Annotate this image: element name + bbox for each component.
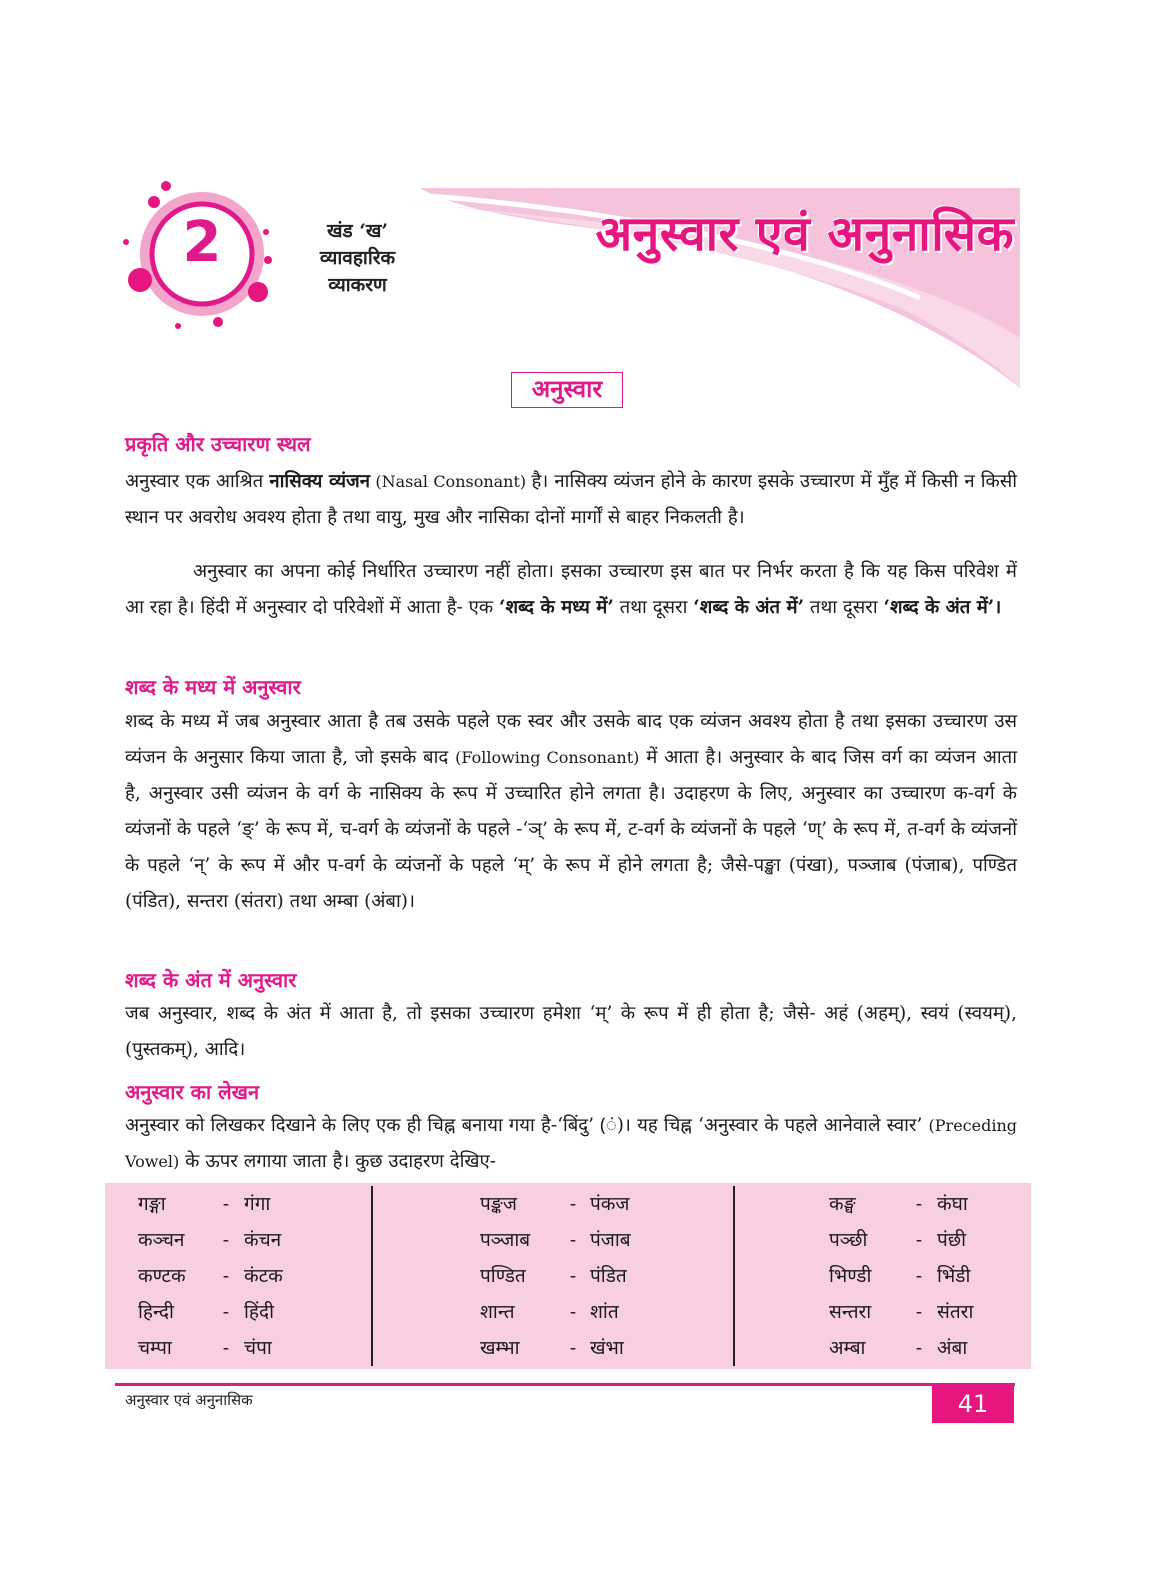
example-original: चम्पा <box>138 1337 172 1359</box>
example-dash: - <box>222 1301 230 1323</box>
text-run: शब्द के मध्य में जब अनुस्वार आता है तब उसके पहले एक स्वर और उसके बाद एक व्यंजन अवश्य होता है तथा इसका उच्चारण उस व्यंजन के अनुसार किया जाता है, जो इसके बाद <box>125 711 1017 768</box>
example-dash: - <box>915 1337 923 1359</box>
example-row <box>829 1258 970 1294</box>
example-original: सन्तरा <box>829 1301 872 1323</box>
example-dash: - <box>569 1265 577 1287</box>
example-dash: - <box>222 1193 230 1215</box>
text-run: है। नासिक्य व्यंजन होने के कारण इसके उच्चारण में मुँह में किसी न किसी स्थान पर अवरोध अवश्य होता है तथा वायु, मुख और नासिका दोनों मार्गों से बाहर निकलती है। <box>125 471 1017 528</box>
example-anusvara-form: पंकज <box>590 1193 630 1215</box>
example-original: हिन्दी <box>138 1301 174 1323</box>
text-run: अनुस्वार एक आश्रित <box>125 471 270 492</box>
example-anusvara-form: पंछी <box>937 1229 967 1251</box>
example-row <box>138 1330 272 1366</box>
text-run: तथा दूसरा <box>613 597 694 618</box>
bold-term: नासिक्य व्यंजन <box>269 471 371 492</box>
paragraph-nature-2 <box>125 554 1017 626</box>
example-original: भिण्डी <box>829 1265 872 1287</box>
example-row <box>829 1294 973 1330</box>
example-anusvara-form: पंजाब <box>590 1229 631 1251</box>
section-tag-line-1: खंड ‘ख’ <box>326 220 389 242</box>
example-anusvara-form: खंभा <box>590 1337 624 1359</box>
example-row <box>480 1222 631 1258</box>
example-row <box>480 1258 627 1294</box>
example-original: कङ्घ <box>829 1193 856 1215</box>
example-row <box>138 1294 274 1330</box>
page-number: 41 <box>932 1385 1014 1423</box>
example-original: पण्डित <box>480 1265 526 1287</box>
example-row <box>480 1186 629 1222</box>
example-original: पङ्कज <box>480 1193 517 1215</box>
example-anusvara-form: कंचन <box>244 1229 282 1251</box>
bold-term: ‘शब्द के अंत में’ <box>693 597 805 618</box>
text-run: अनुस्वार को लिखकर दिखाने के लिए एक ही चिह्न बनाया गया है-‘बिंदु’ (ं)। यह चिह्न ‘अनुस्वार के पहले आनेवाले स्वार’ <box>125 1115 929 1136</box>
english-term: (Nasal Consonant) <box>370 472 532 491</box>
column-divider <box>371 1186 373 1366</box>
example-anusvara-form: चंपा <box>244 1337 272 1359</box>
paragraph-middle <box>125 704 1017 920</box>
example-row <box>138 1186 270 1222</box>
text-run: तथा दूसरा <box>804 597 884 618</box>
example-original: कण्टक <box>138 1265 186 1287</box>
section-heading-nature: प्रकृति और उच्चारण स्थल <box>125 432 311 456</box>
section-tag-line-3: व्याकरण <box>328 274 387 296</box>
example-dash: - <box>569 1301 577 1323</box>
example-dash: - <box>915 1229 923 1251</box>
chapter-number: 2 <box>182 210 222 275</box>
example-anusvara-form: हिंदी <box>244 1301 275 1323</box>
example-original: पञ्छी <box>829 1229 868 1251</box>
section-heading-end: शब्द के अंत में अनुस्वार <box>125 968 297 992</box>
example-original: शान्त <box>480 1301 515 1323</box>
section-tag <box>300 218 415 299</box>
example-row <box>829 1222 966 1258</box>
english-term: (Following Consonant) <box>455 748 640 767</box>
section-heading-middle: शब्द के मध्य में अनुस्वार <box>125 675 301 699</box>
example-row <box>480 1294 619 1330</box>
example-original: पञ्जाब <box>480 1229 531 1251</box>
example-anusvara-form: भिंडी <box>937 1265 971 1287</box>
text-run: के ऊपर लगाया जाता है। कुछ उदाहरण देखिए- <box>179 1151 496 1172</box>
example-dash: - <box>222 1265 230 1287</box>
example-anusvara-form: कंघा <box>937 1193 968 1215</box>
example-row <box>138 1258 283 1294</box>
example-dash: - <box>915 1193 923 1215</box>
paragraph-nature-1 <box>125 464 1017 536</box>
paragraph-end: जब अनुस्वार, शब्द के अंत में आता है, तो इसका उच्चारण हमेशा ‘म्’ के रूप में ही होता है; जैसे- अहं (अहम्), स्वयं (स्वयम्), (पुस्तकम्), आदि। <box>125 1003 1017 1060</box>
chapter-title: अनुस्वार एवं अनुनासिक <box>595 206 1014 262</box>
example-row <box>138 1222 281 1258</box>
example-original: गङ्गा <box>138 1193 166 1215</box>
bold-term: ‘शब्द के मध्य में’ <box>499 597 614 618</box>
example-anusvara-form: संतरा <box>937 1301 974 1323</box>
column-divider <box>733 1186 735 1366</box>
example-original: कञ्चन <box>138 1229 185 1251</box>
text-run: अनुस्वार का अपना कोई निर्धारित उच्चारण नहीं होता। इसका उच्चारण इस बात पर निर्भर करता है कि यह किस परिवेश में आ रहा है। हिंदी में अनुस्वार दो परिवेशों में आता है- एक <box>125 561 1017 618</box>
example-dash: - <box>569 1193 577 1215</box>
example-dash: - <box>222 1337 230 1359</box>
example-anusvara-form: अंबा <box>937 1337 968 1359</box>
footer-running-title: अनुस्वार एवं अनुनासिक <box>125 1391 253 1409</box>
example-dash: - <box>915 1265 923 1287</box>
box-heading: अनुस्वार <box>511 372 623 408</box>
example-row <box>829 1330 967 1366</box>
example-original: अम्बा <box>829 1337 866 1359</box>
example-anusvara-form: शांत <box>590 1301 619 1323</box>
section-tag-line-2: व्यावहारिक <box>319 247 396 269</box>
example-row <box>480 1330 624 1366</box>
example-dash: - <box>569 1337 577 1359</box>
paragraph-writing <box>125 1108 1017 1180</box>
example-row <box>829 1186 968 1222</box>
example-dash: - <box>569 1229 577 1251</box>
bold-term: ‘शब्द के अंत में’। <box>883 597 1002 618</box>
example-dash: - <box>222 1229 230 1251</box>
example-anusvara-form: गंगा <box>244 1193 271 1215</box>
footer-rule <box>115 1383 1015 1386</box>
example-dash: - <box>915 1301 923 1323</box>
text-run: में आता है। अनुस्वार के बाद जिस वर्ग का व्यंजन आता है, अनुस्वार उसी व्यंजन के वर्ग के नासिक्य के रूप में उच्चारित होने लगता है। उदाहरण के लिए, अनुस्वार का उच्चारण क-वर्ग के व्यंजनों के पहले ‘ङ्’ के रूप में, च-वर्ग के व्यंजनों के पहले -‘ञ्’ के रूप में, ट-वर्ग के व्यंजनों के पहले ‘ण्’ के रूप में, त-वर्ग के व्यंजनों के पहले ‘न्’ के रूप में और प-वर्ग के व्यंजनों के पहले ‘म्’ के रूप में होने लगता है; जैसे-पङ्खा (पंखा), पञ्जाब (पंजाब), पण्डित (पंडित), सन्तरा (संतरा) तथा अम्बा (अंबा)। <box>125 747 1017 912</box>
section-heading-writing: अनुस्वार का लेखन <box>125 1080 260 1104</box>
english-term: (Preceding Vowel) <box>125 1116 1017 1171</box>
example-anusvara-form: पंडित <box>590 1265 627 1287</box>
example-original: खम्भा <box>480 1337 520 1359</box>
example-anusvara-form: कंटक <box>244 1265 283 1287</box>
